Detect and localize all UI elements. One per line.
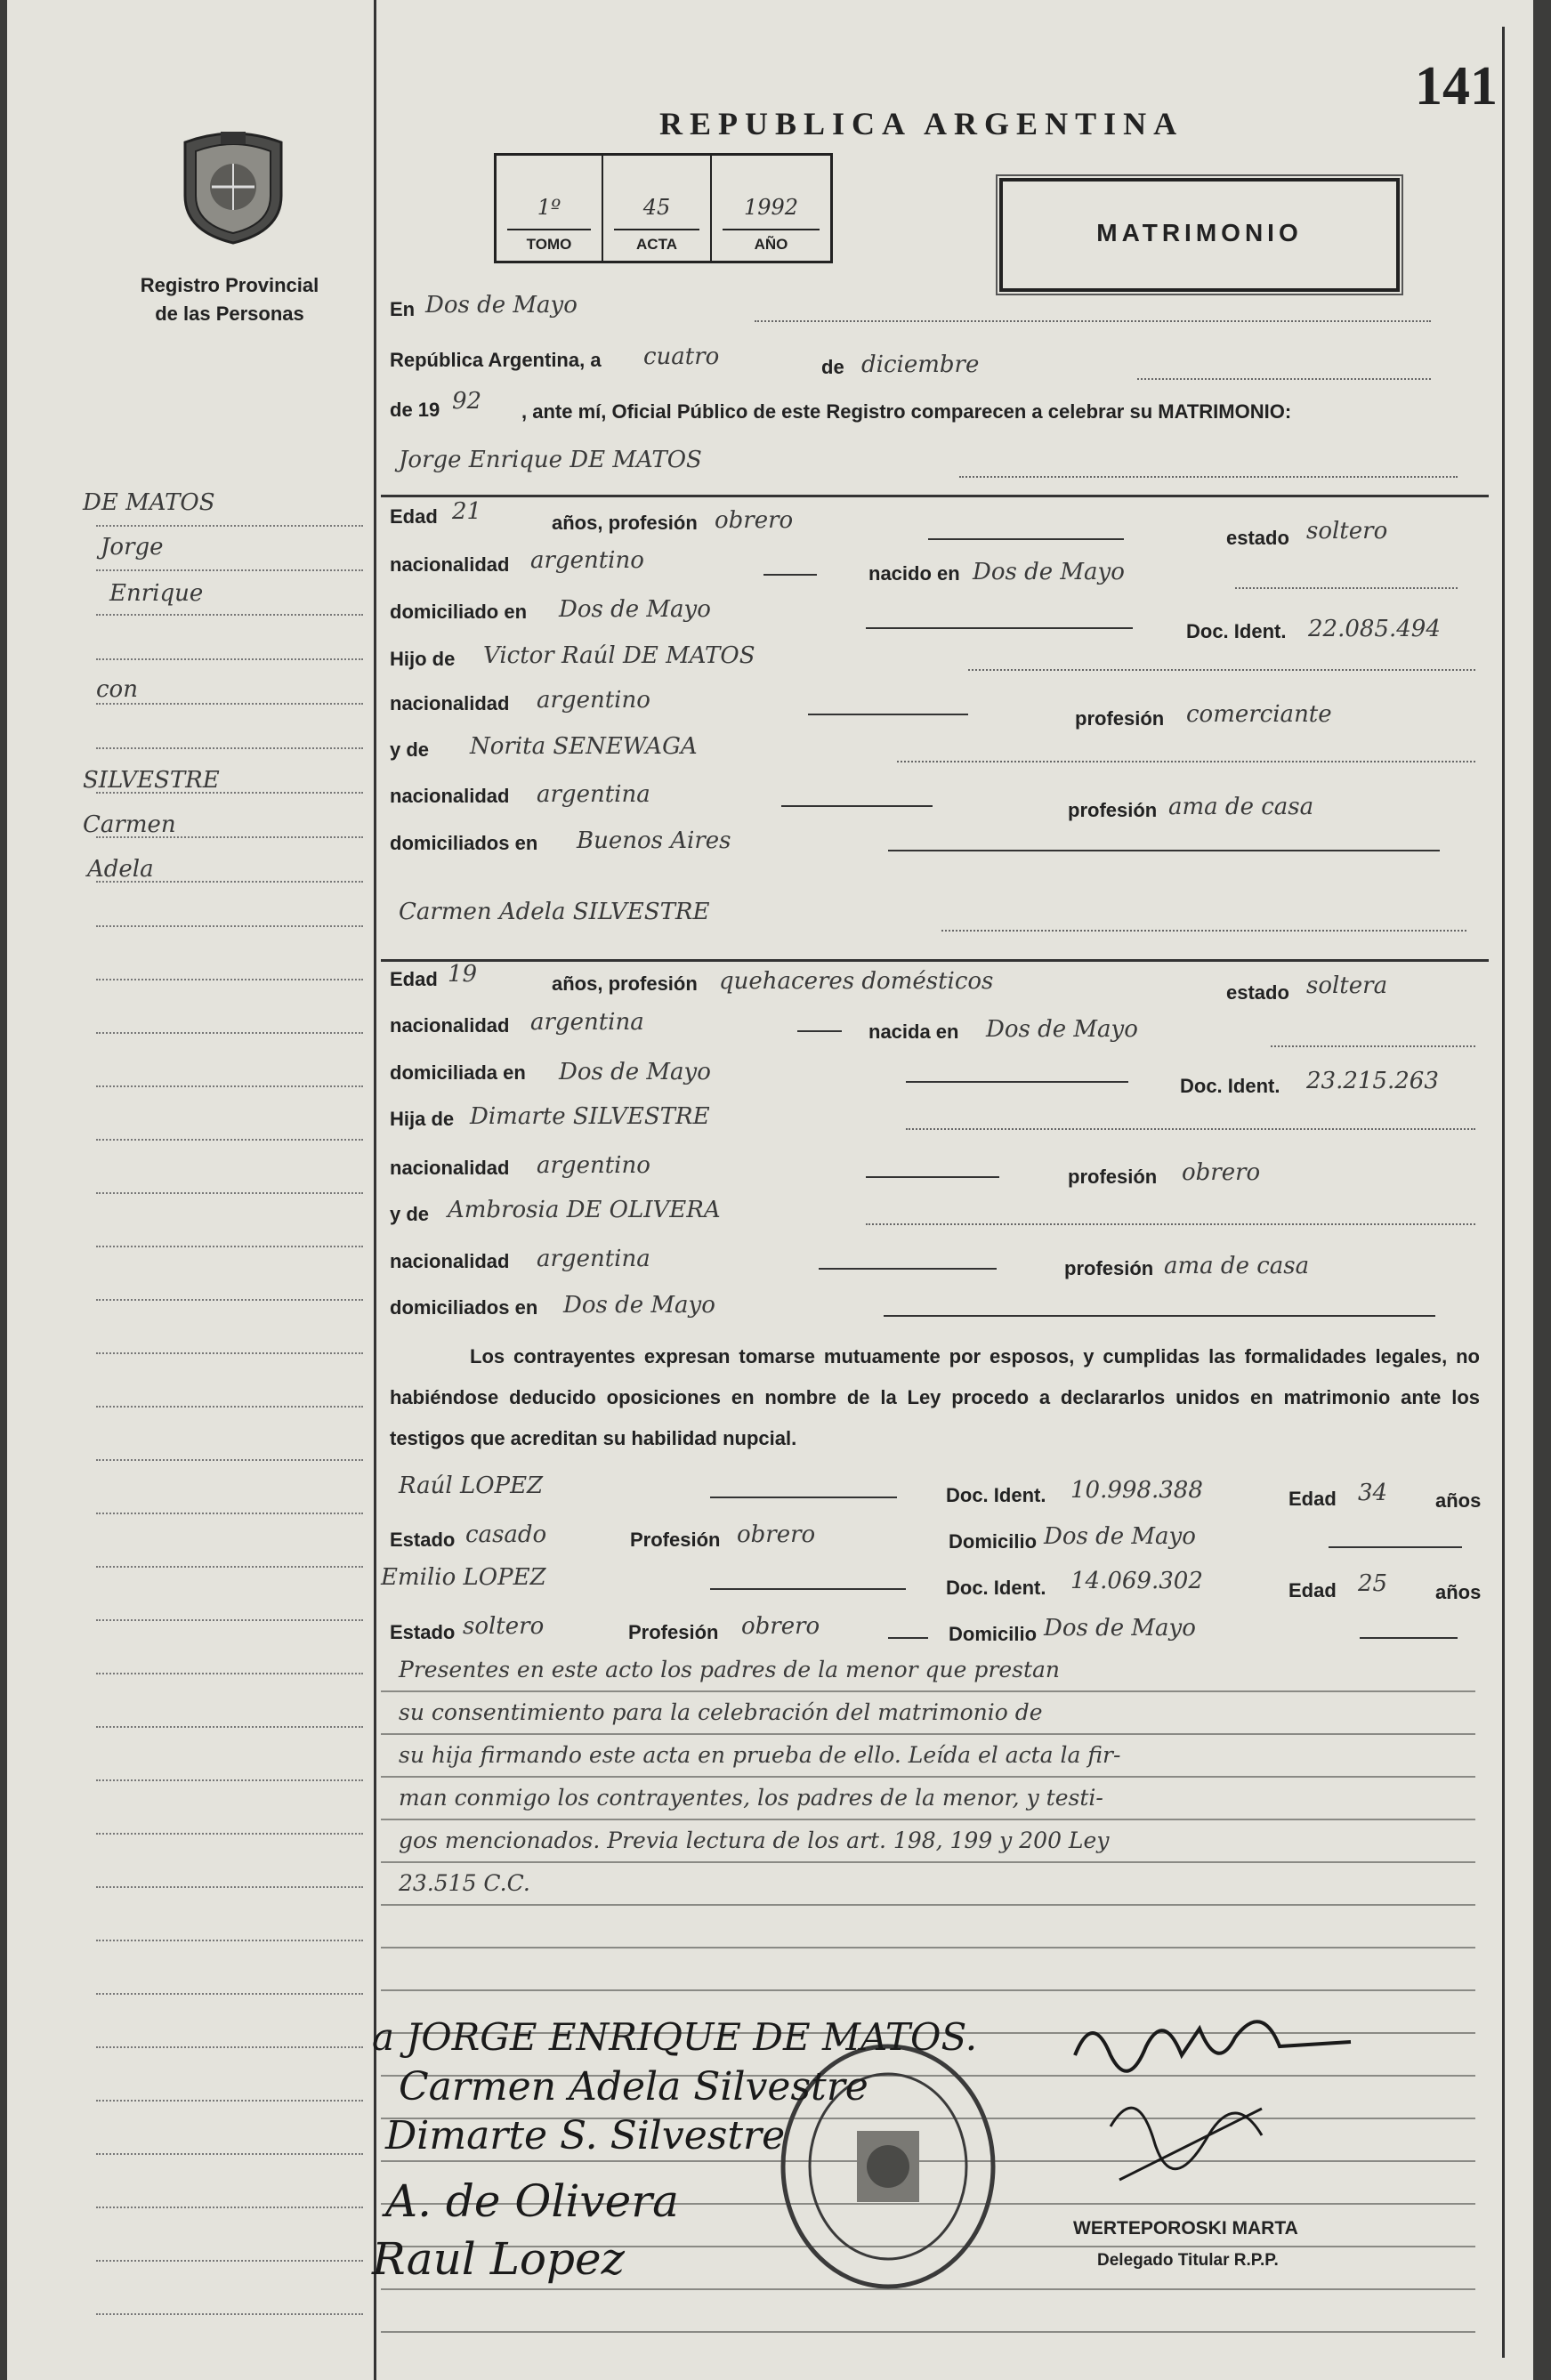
- groom-father: Victor Raúl DE MATOS: [483, 642, 755, 669]
- note-line-3: su hija firmando este acta en prueba de ello. Leída el acta la fir-: [399, 1742, 1121, 1768]
- witness1-domicilio-label: Domicilio: [949, 1530, 1038, 1553]
- bride-mother-label: y de: [390, 1203, 430, 1225]
- note-line-6: 23.515 C.C.: [399, 1870, 530, 1896]
- intro-de-label: de: [821, 356, 844, 378]
- groom-doc-label: Doc. Ident.: [1186, 620, 1287, 642]
- record-type: MATRIMONIO: [1096, 219, 1303, 246]
- sidebar-first-name: Jorge: [101, 534, 164, 561]
- groom-mother-prof-label: profesión: [1068, 799, 1158, 821]
- sidebar-connector: con: [96, 676, 138, 703]
- registry-line-2: de las Personas: [155, 303, 304, 325]
- tomo-cell: [497, 156, 603, 261]
- witness1-edad: 34: [1358, 1480, 1388, 1506]
- witness2-profesion-label: Profesión: [628, 1621, 719, 1643]
- intro-day: cuatro: [643, 343, 720, 370]
- witness1-doc: 10.998.388: [1070, 1477, 1203, 1504]
- bride-profesion: quehaceres domésticos: [719, 968, 994, 995]
- bride-mother-nac-label: nacionalidad: [390, 1250, 510, 1272]
- register-reference-box: [494, 153, 833, 263]
- witness2-edad-label: Edad: [1288, 1579, 1337, 1601]
- groom-nacionalidad-label: nacionalidad: [390, 553, 510, 576]
- intro-place: Dos de Mayo: [425, 292, 578, 319]
- groom-mother-prof: ama de casa: [1168, 794, 1314, 820]
- bride-mother: Ambrosia DE OLIVERA: [448, 1197, 721, 1223]
- witness1-doc-label: Doc. Ident.: [946, 1484, 1046, 1506]
- bride-signature: Carmen Adela Silvestre: [399, 2064, 868, 2110]
- bride-domicilio: Dos de Mayo: [559, 1059, 711, 1085]
- bride-edad: 19: [448, 961, 478, 988]
- bride-father-nac: argentino: [537, 1152, 650, 1179]
- groom-father-prof-label: profesión: [1075, 707, 1165, 730]
- official-name: WERTEPOROSKI MARTA: [1073, 2218, 1298, 2239]
- bride-estado: soltera: [1306, 972, 1388, 999]
- official-signature-icon: [1057, 1993, 1377, 2207]
- bride-doc: 23.215.263: [1306, 1068, 1439, 1094]
- intro-year-prefix: de 19: [390, 399, 440, 421]
- intro-en-label: En: [390, 298, 416, 320]
- groom-father-nac: argentino: [537, 687, 650, 714]
- bride-father-prof: obrero: [1182, 1159, 1261, 1186]
- witness1-name: Raúl LOPEZ: [399, 1472, 544, 1499]
- bride-parents-dom-label: domiciliados en: [390, 1296, 538, 1319]
- witness2-estado: soltero: [463, 1613, 545, 1640]
- right-margin-rule: [1502, 27, 1505, 2358]
- witness2-domicilio: Dos de Mayo: [1044, 1615, 1196, 1642]
- groom-domicilio-label: domiciliado en: [390, 601, 528, 623]
- groom-signature: a JORGE ENRIQUE DE MATOS.: [372, 2015, 978, 2059]
- acta-label: ACTA: [636, 236, 677, 253]
- bride-nacida: Dos de Mayo: [986, 1016, 1138, 1043]
- bride-name: Carmen Adela SILVESTRE: [399, 899, 710, 925]
- groom-profesion-label: años, profesión: [552, 512, 698, 534]
- note-line-5: gos mencionados. Previa lectura de los art. 198, 199 y 200 Ley: [399, 1827, 1110, 1853]
- note-line-2: su consentimiento para la celebración del matrimonio de: [399, 1699, 1043, 1725]
- anio-value: 1992: [743, 195, 799, 220]
- groom-parents-dom: Buenos Aires: [577, 827, 731, 854]
- anio-label: AÑO: [754, 236, 788, 253]
- groom-mother-nac-label: nacionalidad: [390, 785, 510, 807]
- witness1-edad-label: Edad: [1288, 1488, 1337, 1510]
- groom-domicilio: Dos de Mayo: [559, 596, 711, 623]
- witness1-profesion-label: Profesión: [630, 1529, 721, 1551]
- document-page: [7, 0, 1533, 2380]
- groom-parents-dom-label: domiciliados en: [390, 832, 538, 854]
- groom-doc: 22.085.494: [1308, 616, 1441, 642]
- groom-mother-nac: argentina: [537, 781, 650, 808]
- bride-nacionalidad: argentina: [530, 1009, 644, 1036]
- sidebar-bride-first-name: Carmen: [83, 811, 176, 838]
- witness2-anios-label: años: [1435, 1581, 1482, 1603]
- page-number: 141: [1415, 56, 1498, 117]
- sidebar-middle-name: Enrique: [109, 580, 204, 607]
- bride-father-nac-label: nacionalidad: [390, 1157, 510, 1179]
- groom-father-label: Hijo de: [390, 648, 456, 670]
- provincial-seal-icon: [176, 125, 290, 245]
- witness2-profesion: obrero: [741, 1613, 820, 1640]
- groom-profesion: obrero: [715, 507, 794, 534]
- witness2-edad: 25: [1358, 1570, 1388, 1597]
- witness2-name: Emilio LOPEZ: [381, 1564, 546, 1591]
- bride-mother-signature: A. de Olivera: [385, 2175, 679, 2227]
- bride-domicilio-label: domiciliada en: [390, 1061, 526, 1084]
- groom-nacido-label: nacido en: [868, 562, 960, 585]
- note-line-1: Presentes en este acto los padres de la menor que prestan: [399, 1657, 1060, 1682]
- witness2-domicilio-label: Domicilio: [949, 1623, 1038, 1645]
- groom-edad: 21: [452, 498, 482, 525]
- witness2-estado-label: Estado: [390, 1621, 456, 1643]
- acta-cell: [603, 156, 712, 261]
- tomo-label: TOMO: [526, 236, 572, 253]
- groom-father-nac-label: nacionalidad: [390, 692, 510, 714]
- sidebar-surname: DE MATOS: [83, 489, 215, 516]
- witness1-anios-label: años: [1435, 1489, 1482, 1512]
- record-type-box: [999, 178, 1400, 292]
- witness1-estado: casado: [465, 1521, 547, 1548]
- bride-edad-label: Edad: [390, 968, 438, 990]
- note-line-4: man conmigo los contrayentes, los padres de la menor, y testi-: [399, 1785, 1103, 1811]
- bride-parents-dom: Dos de Mayo: [563, 1292, 715, 1319]
- bride-estado-label: estado: [1226, 981, 1289, 1004]
- declaration-text: Los contrayentes expresan tomarse mutuamente por esposos, y cumplidas las formalidades legales, no habiéndose deducido oposiciones en nombre de la Ley procedo a declararlos unidos en matrimonio ante los testigos que acreditan su habilidad nupcial.: [390, 1345, 1480, 1449]
- witness2-doc: 14.069.302: [1070, 1568, 1203, 1594]
- bride-profesion-label: años, profesión: [552, 972, 698, 995]
- sidebar-bride-surname: SILVESTRE: [83, 767, 220, 794]
- bride-mother-prof: ama de casa: [1164, 1253, 1310, 1279]
- bride-father-prof-label: profesión: [1068, 1166, 1158, 1188]
- groom-nacido: Dos de Mayo: [973, 559, 1125, 585]
- groom-estado: soltero: [1306, 518, 1388, 545]
- registry-line-1: Registro Provincial: [140, 274, 319, 296]
- witness-signature: Raul Lopez: [372, 2233, 625, 2285]
- bride-father-signature: Dimarte S. Silvestre: [385, 2113, 786, 2158]
- tomo-value: 1º: [537, 195, 561, 220]
- intro-month: diciembre: [861, 351, 980, 378]
- intro-statement: , ante mí, Oficial Público de este Registro comparecen a celebrar su MATRIMONIO:: [521, 400, 1292, 423]
- bride-mother-nac: argentina: [537, 1246, 650, 1272]
- acta-value: 45: [642, 195, 671, 220]
- bride-nacionalidad-label: nacionalidad: [390, 1014, 510, 1037]
- witness1-profesion: obrero: [737, 1521, 816, 1548]
- bride-father: Dimarte SILVESTRE: [470, 1103, 710, 1130]
- witness1-estado-label: Estado: [390, 1529, 456, 1551]
- bride-father-label: Hija de: [390, 1108, 455, 1130]
- anio-cell: [712, 156, 830, 261]
- groom-nacionalidad: argentino: [530, 547, 644, 574]
- intro-year-suffix: 92: [452, 388, 482, 415]
- witness2-doc-label: Doc. Ident.: [946, 1577, 1046, 1599]
- country-title: REPUBLICA ARGENTINA: [659, 106, 1184, 141]
- groom-name: Jorge Enrique DE MATOS: [399, 447, 702, 473]
- groom-estado-label: estado: [1226, 527, 1289, 549]
- bride-nacida-label: nacida en: [868, 1021, 959, 1043]
- groom-father-prof: comerciante: [1186, 701, 1332, 728]
- official-title: Delegado Titular R.P.P.: [1097, 2251, 1279, 2270]
- bride-mother-prof-label: profesión: [1064, 1257, 1154, 1279]
- intro-republica-label: República Argentina, a: [390, 349, 602, 371]
- registry-name: [114, 271, 345, 328]
- sidebar-bride-middle-name: Adela: [87, 856, 154, 883]
- groom-mother: Norita SENEWAGA: [470, 733, 698, 760]
- bride-doc-label: Doc. Ident.: [1180, 1075, 1280, 1097]
- groom-mother-label: y de: [390, 738, 430, 761]
- groom-edad-label: Edad: [390, 505, 438, 528]
- witness1-domicilio: Dos de Mayo: [1044, 1523, 1196, 1550]
